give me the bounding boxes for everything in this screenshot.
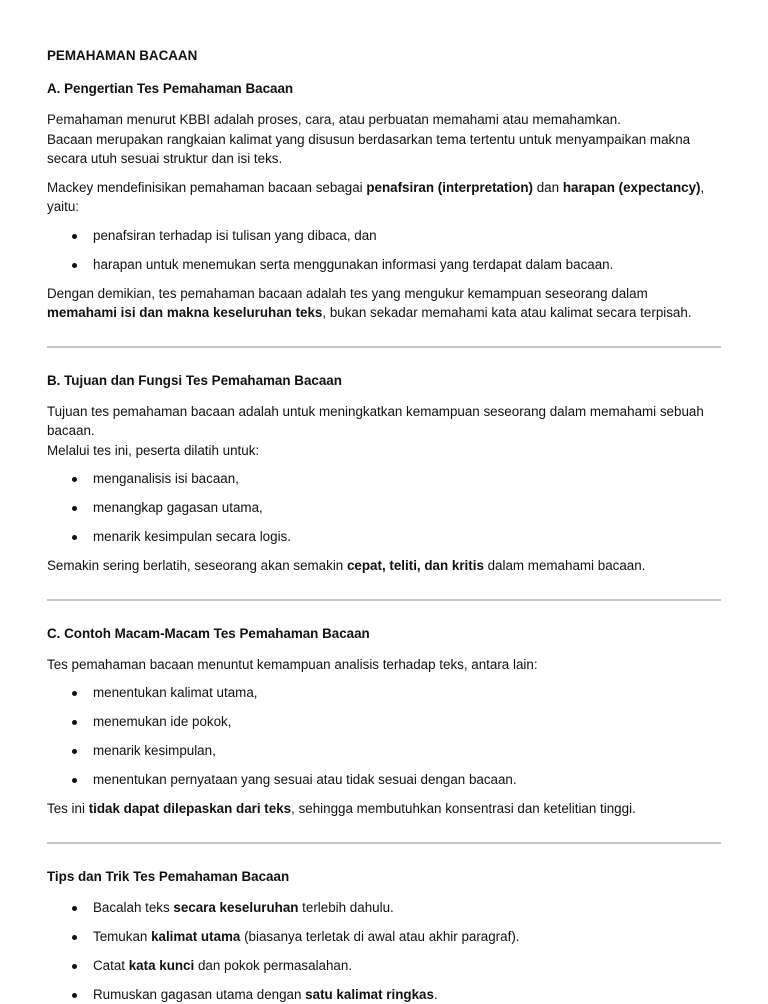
section-b: [47, 372, 721, 576]
section-c-p2-pre: Tes ini: [47, 801, 89, 816]
section-a: [47, 80, 721, 323]
section-c-paragraph-1: Tes pemahaman bacaan menuntut kemampuan analisis terhadap teks, antara lain:: [47, 655, 721, 675]
section-a-p1-line1: Pemahaman menurut KBBI adalah proses, cara, atau perbuatan memahami atau memahamkan.: [47, 112, 621, 127]
section-c-paragraph-2: [47, 799, 721, 819]
tip-1-post: terlebih dahulu.: [298, 900, 393, 915]
tip-item: [47, 985, 721, 1004]
list-item: penafsiran terhadap isi tulisan yang dibaca, dan: [47, 226, 721, 246]
section-a-p2-mid: dan: [533, 180, 563, 195]
list-item: menemukan ide pokok,: [47, 712, 721, 732]
section-c-p2-post: , sehingga membutuhkan konsentrasi dan ketelitian tinggi.: [291, 801, 636, 816]
tip-3-bold: kata kunci: [129, 958, 195, 973]
tip-3-pre: Catat: [93, 958, 129, 973]
section-b-list: [47, 469, 721, 547]
divider: [47, 599, 721, 601]
section-a-title: A. Pengertian Tes Pemahaman Bacaan: [47, 80, 721, 98]
list-item: menentukan kalimat utama,: [47, 683, 721, 703]
tip-4-post: .: [434, 987, 438, 1002]
tips-list: [47, 898, 721, 1004]
tip-1-pre: Bacalah teks: [93, 900, 173, 915]
tip-item: [47, 898, 721, 918]
section-a-p2-pre: Mackey mendefinisikan pemahaman bacaan sebagai: [47, 180, 366, 195]
list-item: harapan untuk menemukan serta menggunakan informasi yang terdapat dalam bacaan.: [47, 255, 721, 275]
section-a-p3-pre: Dengan demikian, tes pemahaman bacaan adalah tes yang mengukur kemampuan seseorang dalam: [47, 286, 648, 301]
tip-item: [47, 927, 721, 947]
section-a-p2-bold-1: penafsiran (interpretation): [366, 180, 533, 195]
tip-3-post: dan pokok permasalahan.: [194, 958, 352, 973]
section-c-title: C. Contoh Macam-Macam Tes Pemahaman Bacaan: [47, 625, 721, 643]
section-c: [47, 625, 721, 819]
tip-4-bold: satu kalimat ringkas: [305, 987, 434, 1002]
section-c-p2-bold: tidak dapat dilepaskan dari teks: [89, 801, 291, 816]
section-a-p1-line2: Bacaan merupakan rangkaian kalimat yang disusun berdasarkan tema tertentu untuk menyampaikan makna secara utuh sesuai struktur dan isi teks.: [47, 132, 690, 167]
section-tips: [47, 868, 721, 1004]
tip-2-post: (biasanya terletak di awal atau akhir paragraf).: [240, 929, 519, 944]
section-tips-title: Tips dan Trik Tes Pemahaman Bacaan: [47, 868, 721, 886]
document-title: PEMAHAMAN BACAAN: [47, 47, 721, 65]
section-b-title: B. Tujuan dan Fungsi Tes Pemahaman Bacaan: [47, 372, 721, 390]
tip-2-pre: Temukan: [93, 929, 151, 944]
section-a-paragraph-3: [47, 284, 721, 323]
tip-1-bold: secara keseluruhan: [173, 900, 298, 915]
list-item: menarik kesimpulan secara logis.: [47, 527, 721, 547]
list-item: menarik kesimpulan,: [47, 741, 721, 761]
section-b-p1-line2: Melalui tes ini, peserta dilatih untuk:: [47, 443, 259, 458]
section-a-paragraph-2: [47, 178, 721, 217]
section-a-list: [47, 226, 721, 275]
section-c-list: [47, 683, 721, 790]
section-b-paragraph-1: [47, 402, 721, 461]
section-a-p2-bold-2: harapan (expectancy): [563, 180, 701, 195]
section-b-paragraph-2: [47, 556, 721, 576]
section-b-p2-bold: cepat, teliti, dan kritis: [347, 558, 484, 573]
list-item: menganalisis isi bacaan,: [47, 469, 721, 489]
tip-4-pre: Rumuskan gagasan utama dengan: [93, 987, 305, 1002]
section-a-p3-post: , bukan sekadar memahami kata atau kalimat secara terpisah.: [322, 305, 691, 320]
divider: [47, 346, 721, 348]
section-b-p2-post: dalam memahami bacaan.: [484, 558, 646, 573]
section-a-p2-post: , yaitu:: [47, 180, 704, 215]
section-b-p1-line1: Tujuan tes pemahaman bacaan adalah untuk meningkatkan kemampuan seseorang dalam memahami sebuah bacaan.: [47, 404, 704, 439]
divider: [47, 842, 721, 844]
section-b-p2-pre: Semakin sering berlatih, seseorang akan semakin: [47, 558, 347, 573]
list-item: menangkap gagasan utama,: [47, 498, 721, 518]
section-a-p3-bold: memahami isi dan makna keseluruhan teks: [47, 305, 322, 320]
tip-item: [47, 956, 721, 976]
tip-2-bold: kalimat utama: [151, 929, 240, 944]
section-a-paragraph-1: [47, 110, 721, 169]
list-item: menentukan pernyataan yang sesuai atau tidak sesuai dengan bacaan.: [47, 770, 721, 790]
